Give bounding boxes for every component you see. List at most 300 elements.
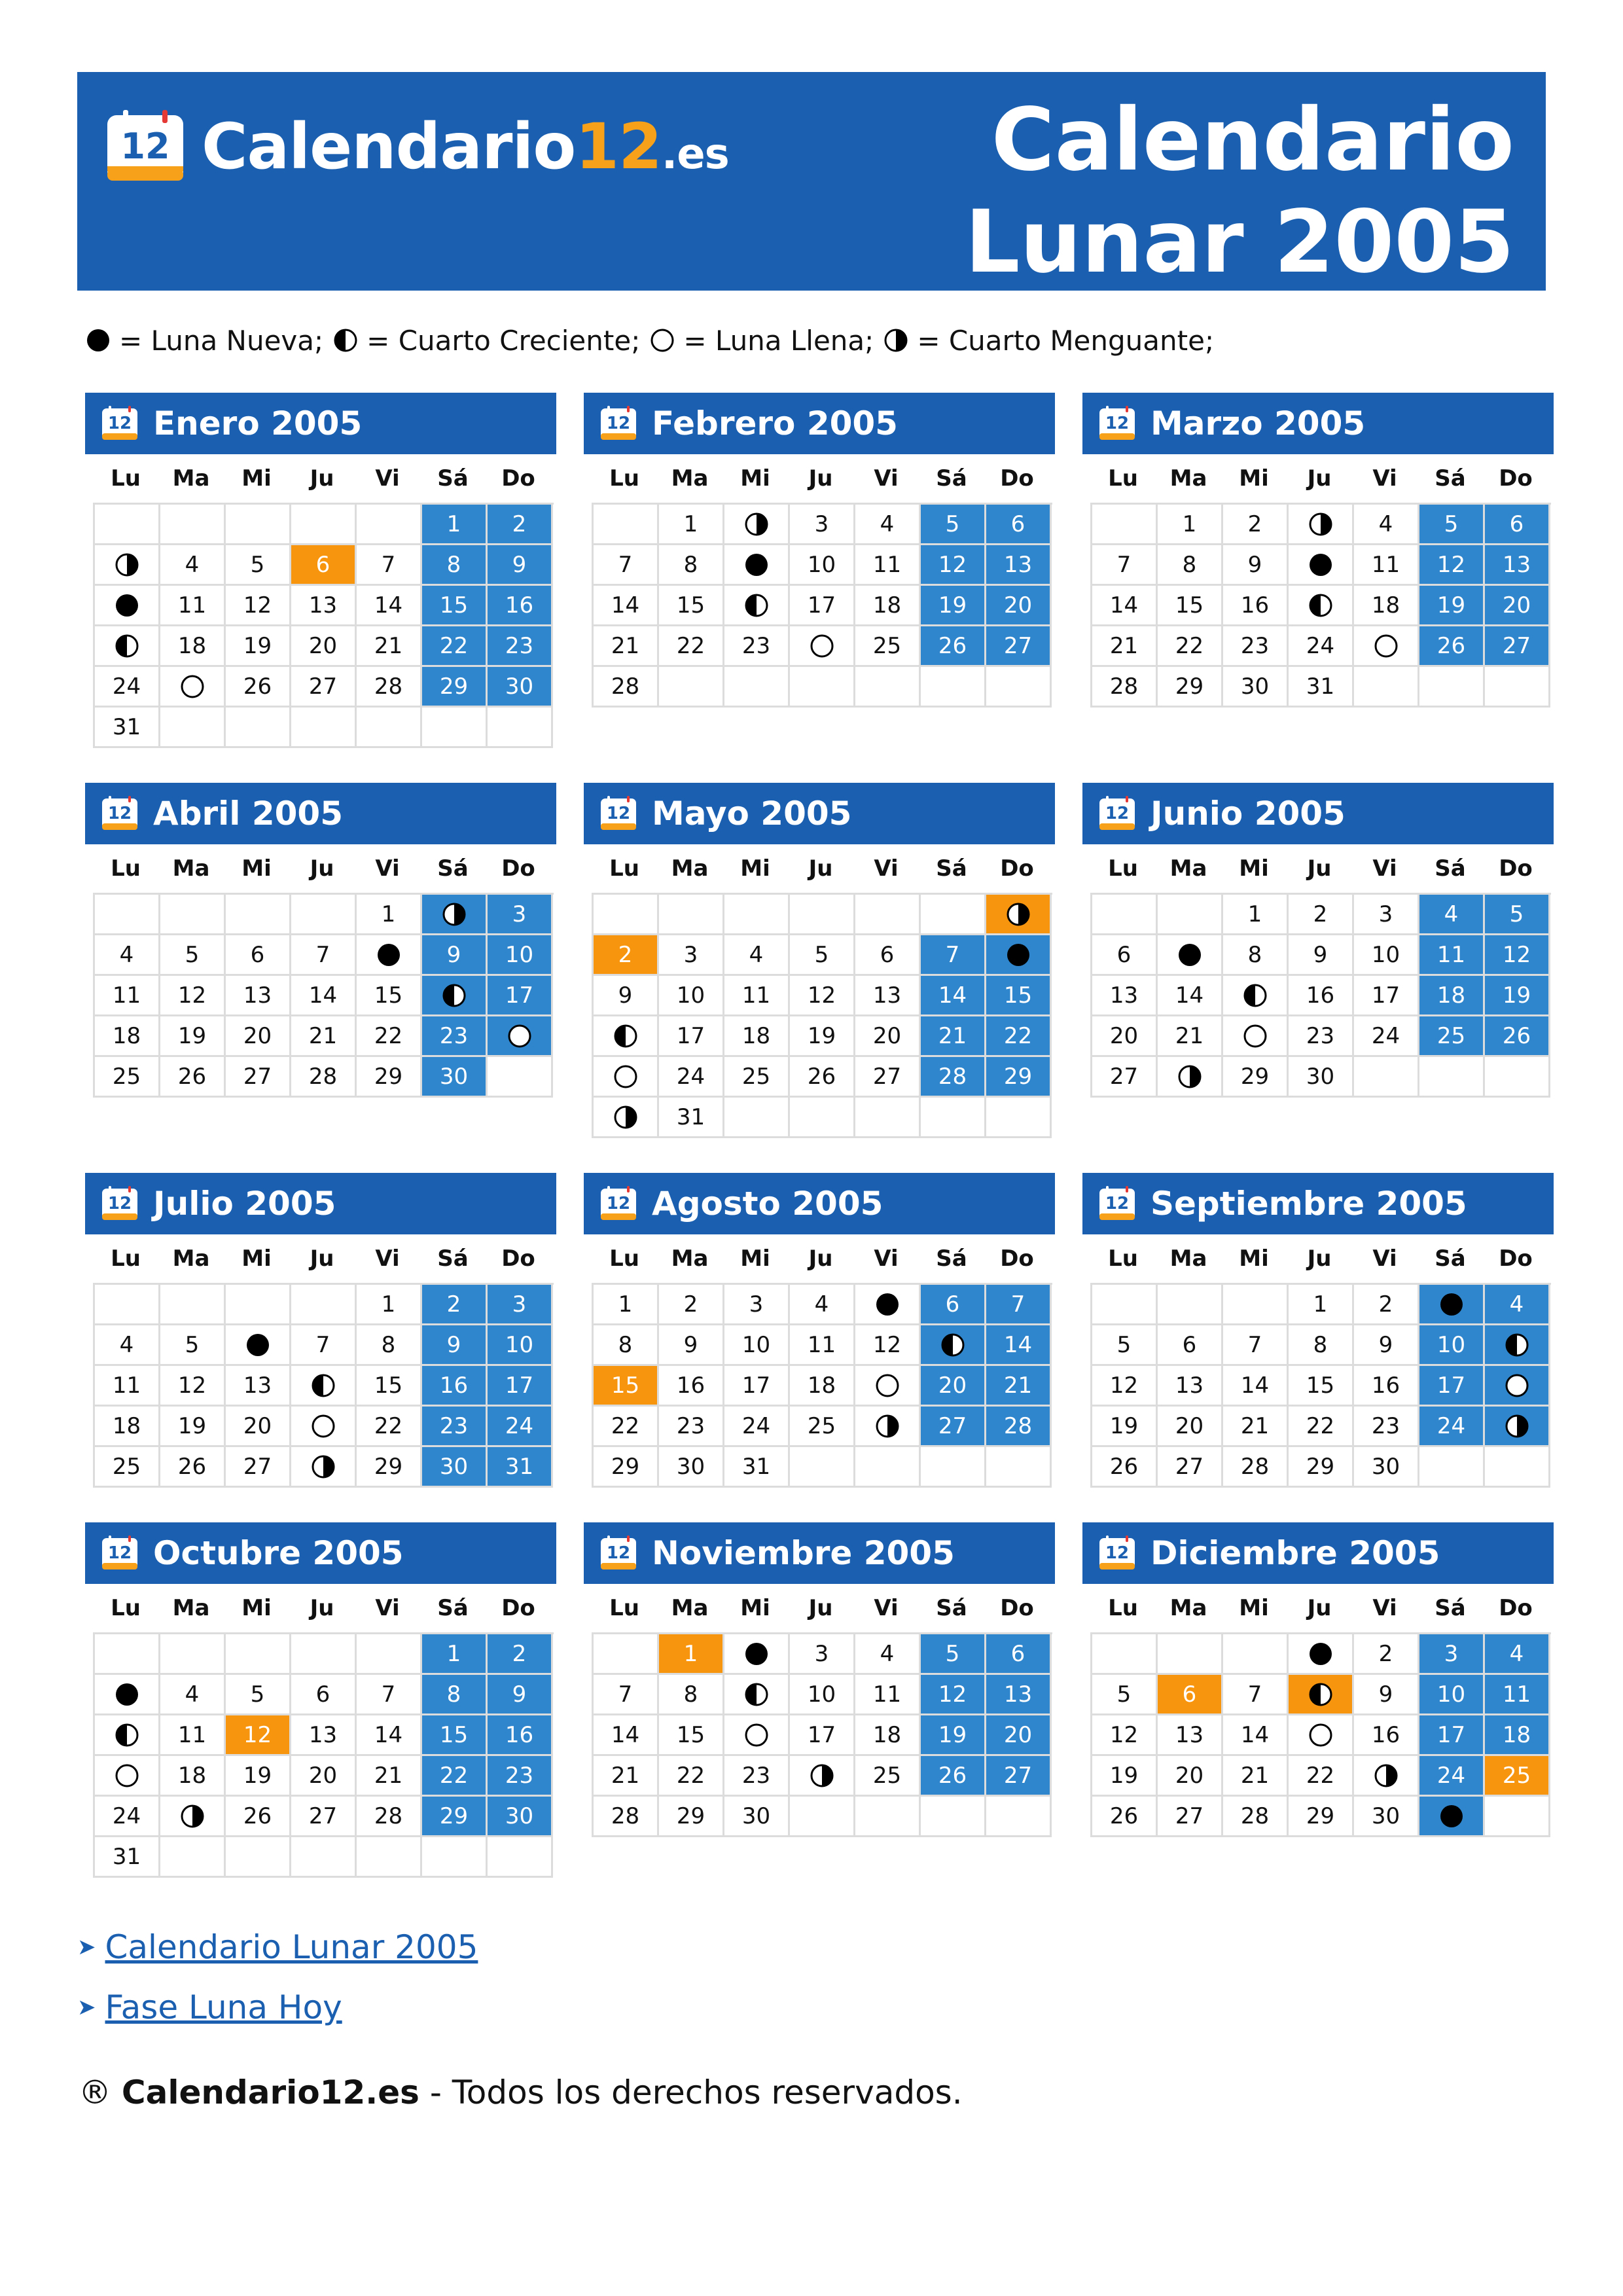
day-cell[interactable]	[160, 545, 226, 586]
day-cell[interactable]	[790, 1756, 855, 1797]
day-cell[interactable]	[1158, 1797, 1223, 1837]
day-cell[interactable]	[357, 1057, 422, 1098]
day-cell[interactable]	[488, 545, 553, 586]
day-cell[interactable]	[226, 586, 291, 626]
day-cell[interactable]	[226, 1016, 291, 1057]
day-cell[interactable]	[226, 935, 291, 976]
day-cell[interactable]	[594, 935, 659, 976]
day-cell[interactable]	[160, 1715, 226, 1756]
day-cell[interactable]	[921, 1285, 986, 1325]
day-cell[interactable]	[855, 1715, 921, 1756]
day-cell[interactable]	[1158, 1057, 1223, 1098]
day-cell[interactable]	[855, 1634, 921, 1675]
day-cell[interactable]	[986, 1057, 1052, 1098]
day-cell[interactable]	[357, 935, 422, 976]
day-cell[interactable]	[1419, 1407, 1485, 1447]
day-cell[interactable]	[226, 626, 291, 667]
day-cell[interactable]	[921, 586, 986, 626]
day-cell[interactable]	[1485, 976, 1550, 1016]
day-cell[interactable]	[724, 1715, 790, 1756]
day-cell[interactable]	[921, 1756, 986, 1797]
day-cell[interactable]	[594, 1325, 659, 1366]
day-cell[interactable]	[422, 1797, 488, 1837]
day-cell[interactable]	[855, 505, 921, 545]
day-cell[interactable]	[357, 1325, 422, 1366]
day-cell[interactable]	[1289, 626, 1354, 667]
day-cell[interactable]	[488, 895, 553, 935]
day-cell[interactable]	[1485, 935, 1550, 976]
day-cell[interactable]	[855, 626, 921, 667]
day-cell[interactable]	[1092, 1057, 1158, 1098]
day-cell[interactable]	[160, 1756, 226, 1797]
day-cell[interactable]	[724, 1366, 790, 1407]
day-cell[interactable]	[659, 1715, 724, 1756]
day-cell[interactable]	[659, 1366, 724, 1407]
day-cell[interactable]	[160, 1057, 226, 1098]
day-cell[interactable]	[160, 976, 226, 1016]
day-cell[interactable]	[1223, 1715, 1289, 1756]
day-cell[interactable]	[724, 626, 790, 667]
day-cell[interactable]	[1158, 935, 1223, 976]
day-cell[interactable]	[1289, 545, 1354, 586]
day-cell[interactable]	[95, 1447, 160, 1488]
day-cell[interactable]	[1485, 586, 1550, 626]
day-cell[interactable]	[594, 1447, 659, 1488]
day-cell[interactable]	[921, 1675, 986, 1715]
day-cell[interactable]	[1354, 1797, 1419, 1837]
day-cell[interactable]	[1419, 1634, 1485, 1675]
day-cell[interactable]	[1354, 1366, 1419, 1407]
day-cell[interactable]	[1289, 1057, 1354, 1098]
day-cell[interactable]	[855, 1756, 921, 1797]
day-cell[interactable]	[1223, 1756, 1289, 1797]
day-cell[interactable]	[95, 1797, 160, 1837]
day-cell[interactable]	[659, 1057, 724, 1098]
day-cell[interactable]	[1223, 1325, 1289, 1366]
day-cell[interactable]	[1354, 895, 1419, 935]
day-cell[interactable]	[1289, 935, 1354, 976]
day-cell[interactable]	[855, 1325, 921, 1366]
day-cell[interactable]	[790, 545, 855, 586]
day-cell[interactable]	[724, 505, 790, 545]
day-cell[interactable]	[1419, 1366, 1485, 1407]
day-cell[interactable]	[921, 545, 986, 586]
day-cell[interactable]	[1223, 935, 1289, 976]
day-cell[interactable]	[1158, 1715, 1223, 1756]
day-cell[interactable]	[1289, 1675, 1354, 1715]
day-cell[interactable]	[1354, 1407, 1419, 1447]
day-cell[interactable]	[659, 505, 724, 545]
day-cell[interactable]	[422, 1285, 488, 1325]
day-cell[interactable]	[1485, 1675, 1550, 1715]
day-cell[interactable]	[1092, 1797, 1158, 1837]
day-cell[interactable]	[1485, 1756, 1550, 1797]
day-cell[interactable]	[1223, 976, 1289, 1016]
day-cell[interactable]	[1354, 1285, 1419, 1325]
day-cell[interactable]	[1158, 1407, 1223, 1447]
day-cell[interactable]	[422, 1715, 488, 1756]
day-cell[interactable]	[226, 667, 291, 708]
day-cell[interactable]	[488, 1285, 553, 1325]
day-cell[interactable]	[291, 1057, 357, 1098]
day-cell[interactable]	[488, 586, 553, 626]
day-cell[interactable]	[855, 976, 921, 1016]
day-cell[interactable]	[1289, 976, 1354, 1016]
day-cell[interactable]	[1223, 1675, 1289, 1715]
day-cell[interactable]	[790, 1285, 855, 1325]
day-cell[interactable]	[95, 586, 160, 626]
day-cell[interactable]	[1419, 976, 1485, 1016]
day-cell[interactable]	[488, 1407, 553, 1447]
day-cell[interactable]	[1092, 976, 1158, 1016]
day-cell[interactable]	[422, 1447, 488, 1488]
day-cell[interactable]	[1485, 1407, 1550, 1447]
day-cell[interactable]	[1289, 505, 1354, 545]
day-cell[interactable]	[1485, 545, 1550, 586]
day-cell[interactable]	[226, 1407, 291, 1447]
day-cell[interactable]	[1289, 895, 1354, 935]
day-cell[interactable]	[357, 586, 422, 626]
day-cell[interactable]	[1289, 1016, 1354, 1057]
day-cell[interactable]	[594, 545, 659, 586]
day-cell[interactable]	[291, 545, 357, 586]
day-cell[interactable]	[1158, 626, 1223, 667]
day-cell[interactable]	[594, 1016, 659, 1057]
day-cell[interactable]	[921, 1016, 986, 1057]
day-cell[interactable]	[659, 1016, 724, 1057]
day-cell[interactable]	[1289, 1407, 1354, 1447]
day-cell[interactable]	[659, 1285, 724, 1325]
day-cell[interactable]	[724, 1797, 790, 1837]
day-cell[interactable]	[488, 1797, 553, 1837]
day-cell[interactable]	[1419, 935, 1485, 976]
day-cell[interactable]	[1158, 1016, 1223, 1057]
day-cell[interactable]	[659, 1634, 724, 1675]
day-cell[interactable]	[921, 1634, 986, 1675]
day-cell[interactable]	[1485, 895, 1550, 935]
day-cell[interactable]	[1223, 586, 1289, 626]
day-cell[interactable]	[1419, 545, 1485, 586]
day-cell[interactable]	[422, 1057, 488, 1098]
day-cell[interactable]	[986, 1366, 1052, 1407]
day-cell[interactable]	[357, 976, 422, 1016]
day-cell[interactable]	[724, 1675, 790, 1715]
day-cell[interactable]	[855, 1407, 921, 1447]
day-cell[interactable]	[95, 1715, 160, 1756]
day-cell[interactable]	[1485, 1325, 1550, 1366]
day-cell[interactable]	[357, 1447, 422, 1488]
day-cell[interactable]	[95, 1756, 160, 1797]
day-cell[interactable]	[594, 1756, 659, 1797]
day-cell[interactable]	[1485, 1366, 1550, 1407]
day-cell[interactable]	[291, 1797, 357, 1837]
day-cell[interactable]	[1419, 1285, 1485, 1325]
day-cell[interactable]	[1354, 976, 1419, 1016]
day-cell[interactable]	[986, 976, 1052, 1016]
day-cell[interactable]	[1158, 1756, 1223, 1797]
day-cell[interactable]	[160, 626, 226, 667]
day-cell[interactable]	[855, 545, 921, 586]
day-cell[interactable]	[291, 1366, 357, 1407]
day-cell[interactable]	[422, 1407, 488, 1447]
day-cell[interactable]	[357, 1756, 422, 1797]
day-cell[interactable]	[357, 1797, 422, 1837]
day-cell[interactable]	[1289, 1325, 1354, 1366]
day-cell[interactable]	[659, 1675, 724, 1715]
day-cell[interactable]	[724, 1447, 790, 1488]
day-cell[interactable]	[226, 1675, 291, 1715]
day-cell[interactable]	[160, 1016, 226, 1057]
day-cell[interactable]	[1419, 895, 1485, 935]
day-cell[interactable]	[1223, 505, 1289, 545]
day-cell[interactable]	[422, 505, 488, 545]
day-cell[interactable]	[488, 976, 553, 1016]
day-cell[interactable]	[1289, 586, 1354, 626]
day-cell[interactable]	[1354, 935, 1419, 976]
day-cell[interactable]	[1289, 1715, 1354, 1756]
link-row-fase[interactable]	[77, 1981, 478, 2034]
day-cell[interactable]	[1354, 1756, 1419, 1797]
day-cell[interactable]	[594, 667, 659, 708]
day-cell[interactable]	[1092, 545, 1158, 586]
day-cell[interactable]	[226, 1366, 291, 1407]
day-cell[interactable]	[659, 1756, 724, 1797]
day-cell[interactable]	[488, 505, 553, 545]
day-cell[interactable]	[1485, 505, 1550, 545]
day-cell[interactable]	[160, 1407, 226, 1447]
day-cell[interactable]	[1223, 895, 1289, 935]
day-cell[interactable]	[986, 505, 1052, 545]
day-cell[interactable]	[357, 1407, 422, 1447]
day-cell[interactable]	[291, 1447, 357, 1488]
day-cell[interactable]	[724, 586, 790, 626]
day-cell[interactable]	[986, 895, 1052, 935]
day-cell[interactable]	[1485, 1715, 1550, 1756]
day-cell[interactable]	[422, 626, 488, 667]
day-cell[interactable]	[921, 1325, 986, 1366]
day-cell[interactable]	[422, 586, 488, 626]
day-cell[interactable]	[1158, 545, 1223, 586]
day-cell[interactable]	[1223, 1797, 1289, 1837]
day-cell[interactable]	[291, 1756, 357, 1797]
day-cell[interactable]	[160, 1325, 226, 1366]
day-cell[interactable]	[1354, 1675, 1419, 1715]
day-cell[interactable]	[986, 935, 1052, 976]
day-cell[interactable]	[488, 1634, 553, 1675]
day-cell[interactable]	[488, 1675, 553, 1715]
day-cell[interactable]	[1223, 626, 1289, 667]
day-cell[interactable]	[790, 1407, 855, 1447]
day-cell[interactable]	[291, 1675, 357, 1715]
day-cell[interactable]	[1158, 667, 1223, 708]
day-cell[interactable]	[357, 1675, 422, 1715]
day-cell[interactable]	[291, 976, 357, 1016]
day-cell[interactable]	[724, 935, 790, 976]
day-cell[interactable]	[1092, 667, 1158, 708]
day-cell[interactable]	[921, 1407, 986, 1447]
day-cell[interactable]	[724, 545, 790, 586]
day-cell[interactable]	[921, 1715, 986, 1756]
day-cell[interactable]	[659, 1098, 724, 1138]
day-cell[interactable]	[291, 1715, 357, 1756]
day-cell[interactable]	[422, 895, 488, 935]
day-cell[interactable]	[1419, 505, 1485, 545]
day-cell[interactable]	[422, 935, 488, 976]
day-cell[interactable]	[724, 1407, 790, 1447]
day-cell[interactable]	[986, 1325, 1052, 1366]
day-cell[interactable]	[422, 976, 488, 1016]
day-cell[interactable]	[95, 1675, 160, 1715]
day-cell[interactable]	[594, 1366, 659, 1407]
day-cell[interactable]	[488, 667, 553, 708]
day-cell[interactable]	[95, 626, 160, 667]
day-cell[interactable]	[291, 1325, 357, 1366]
day-cell[interactable]	[160, 586, 226, 626]
day-cell[interactable]	[160, 1797, 226, 1837]
day-cell[interactable]	[659, 1447, 724, 1488]
day-cell[interactable]	[1223, 1407, 1289, 1447]
day-cell[interactable]	[422, 1634, 488, 1675]
day-cell[interactable]	[921, 1366, 986, 1407]
day-cell[interactable]	[1419, 626, 1485, 667]
day-cell[interactable]	[855, 935, 921, 976]
day-cell[interactable]	[724, 1325, 790, 1366]
link-row-lunar[interactable]	[77, 1921, 478, 1973]
day-cell[interactable]	[1289, 1447, 1354, 1488]
day-cell[interactable]	[1354, 1016, 1419, 1057]
day-cell[interactable]	[1354, 1447, 1419, 1488]
day-cell[interactable]	[1485, 1285, 1550, 1325]
day-cell[interactable]	[790, 1715, 855, 1756]
day-cell[interactable]	[855, 1285, 921, 1325]
day-cell[interactable]	[1092, 1756, 1158, 1797]
day-cell[interactable]	[986, 586, 1052, 626]
day-cell[interactable]	[226, 1715, 291, 1756]
day-cell[interactable]	[855, 1016, 921, 1057]
day-cell[interactable]	[855, 1057, 921, 1098]
day-cell[interactable]	[1289, 1797, 1354, 1837]
day-cell[interactable]	[921, 505, 986, 545]
day-cell[interactable]	[1485, 626, 1550, 667]
day-cell[interactable]	[659, 1797, 724, 1837]
day-cell[interactable]	[1354, 505, 1419, 545]
day-cell[interactable]	[790, 1325, 855, 1366]
day-cell[interactable]	[594, 626, 659, 667]
day-cell[interactable]	[95, 1366, 160, 1407]
day-cell[interactable]	[1092, 1016, 1158, 1057]
day-cell[interactable]	[226, 545, 291, 586]
day-cell[interactable]	[1354, 1634, 1419, 1675]
day-cell[interactable]	[422, 1325, 488, 1366]
day-cell[interactable]	[855, 586, 921, 626]
day-cell[interactable]	[1419, 1756, 1485, 1797]
day-cell[interactable]	[160, 1675, 226, 1715]
day-cell[interactable]	[95, 1325, 160, 1366]
day-cell[interactable]	[488, 1016, 553, 1057]
day-cell[interactable]	[1289, 1366, 1354, 1407]
day-cell[interactable]	[986, 1756, 1052, 1797]
day-cell[interactable]	[160, 1447, 226, 1488]
day-cell[interactable]	[1092, 935, 1158, 976]
day-cell[interactable]	[790, 1634, 855, 1675]
day-cell[interactable]	[659, 545, 724, 586]
day-cell[interactable]	[1092, 1675, 1158, 1715]
day-cell[interactable]	[724, 1634, 790, 1675]
day-cell[interactable]	[594, 1285, 659, 1325]
day-cell[interactable]	[594, 1797, 659, 1837]
day-cell[interactable]	[488, 1447, 553, 1488]
day-cell[interactable]	[921, 1057, 986, 1098]
day-cell[interactable]	[986, 1675, 1052, 1715]
day-cell[interactable]	[790, 586, 855, 626]
day-cell[interactable]	[488, 1325, 553, 1366]
day-cell[interactable]	[1092, 1366, 1158, 1407]
day-cell[interactable]	[226, 1756, 291, 1797]
day-cell[interactable]	[291, 667, 357, 708]
day-cell[interactable]	[1158, 1325, 1223, 1366]
day-cell[interactable]	[357, 1285, 422, 1325]
day-cell[interactable]	[790, 626, 855, 667]
day-cell[interactable]	[357, 1016, 422, 1057]
day-cell[interactable]	[1289, 1285, 1354, 1325]
day-cell[interactable]	[1158, 976, 1223, 1016]
day-cell[interactable]	[160, 935, 226, 976]
day-cell[interactable]	[1223, 545, 1289, 586]
day-cell[interactable]	[226, 1447, 291, 1488]
day-cell[interactable]	[422, 1675, 488, 1715]
day-cell[interactable]	[986, 545, 1052, 586]
day-cell[interactable]	[226, 976, 291, 1016]
day-cell[interactable]	[855, 1675, 921, 1715]
day-cell[interactable]	[790, 976, 855, 1016]
day-cell[interactable]	[724, 1285, 790, 1325]
day-cell[interactable]	[1223, 1366, 1289, 1407]
day-cell[interactable]	[790, 1016, 855, 1057]
day-cell[interactable]	[291, 586, 357, 626]
day-cell[interactable]	[724, 1756, 790, 1797]
day-cell[interactable]	[357, 626, 422, 667]
day-cell[interactable]	[1092, 1447, 1158, 1488]
day-cell[interactable]	[659, 1407, 724, 1447]
day-cell[interactable]	[488, 626, 553, 667]
day-cell[interactable]	[1354, 1715, 1419, 1756]
day-cell[interactable]	[422, 545, 488, 586]
day-cell[interactable]	[594, 1407, 659, 1447]
day-cell[interactable]	[1092, 1325, 1158, 1366]
day-cell[interactable]	[986, 1634, 1052, 1675]
day-cell[interactable]	[1092, 1407, 1158, 1447]
day-cell[interactable]	[594, 976, 659, 1016]
day-cell[interactable]	[921, 935, 986, 976]
day-cell[interactable]	[291, 935, 357, 976]
day-cell[interactable]	[594, 1057, 659, 1098]
day-cell[interactable]	[1419, 1325, 1485, 1366]
day-cell[interactable]	[1354, 545, 1419, 586]
day-cell[interactable]	[1158, 1675, 1223, 1715]
day-cell[interactable]	[724, 976, 790, 1016]
day-cell[interactable]	[95, 667, 160, 708]
day-cell[interactable]	[986, 1407, 1052, 1447]
day-cell[interactable]	[291, 626, 357, 667]
day-cell[interactable]	[95, 1407, 160, 1447]
day-cell[interactable]	[594, 586, 659, 626]
day-cell[interactable]	[160, 667, 226, 708]
day-cell[interactable]	[422, 1366, 488, 1407]
day-cell[interactable]	[95, 976, 160, 1016]
day-cell[interactable]	[594, 1675, 659, 1715]
day-cell[interactable]	[422, 667, 488, 708]
day-cell[interactable]	[357, 895, 422, 935]
